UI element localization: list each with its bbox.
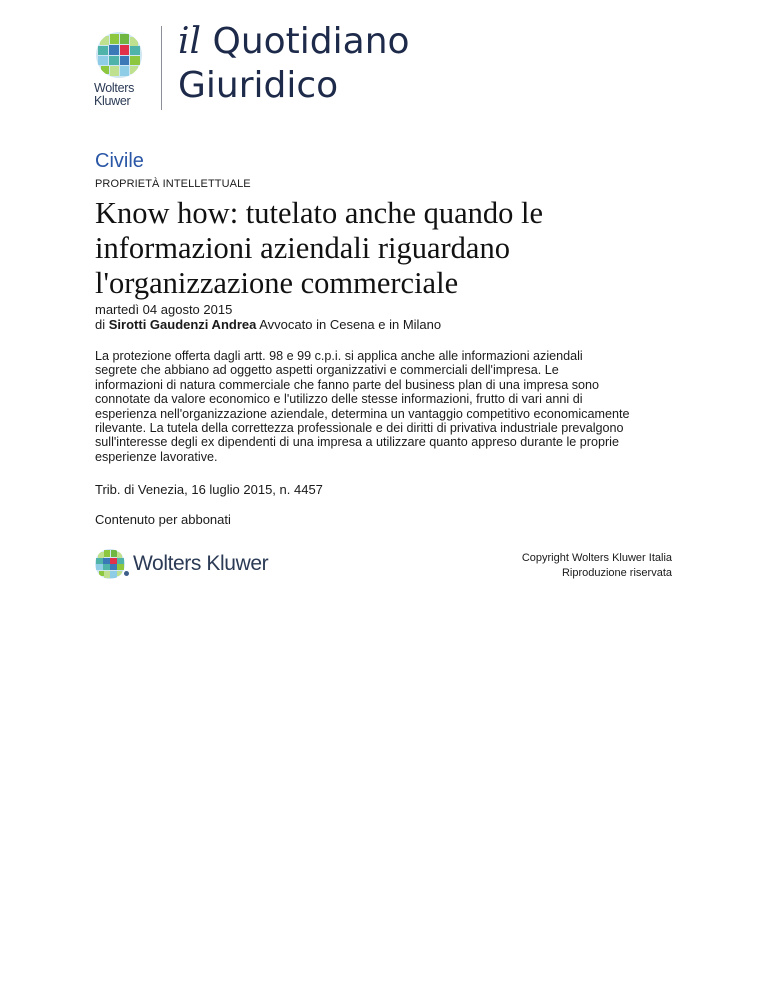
abstract-line: segrete che abbiano ad oggetto aspetti organizzativi e commerciali dell'impresa. Le [95,363,559,378]
copyright-notice [522,551,672,581]
article-abstract [95,349,680,464]
headline-line: Know how: tutelato anche quando le [95,196,544,230]
case-reference: Trib. di Venezia, 16 luglio 2015, n. 4457 [95,482,323,497]
wolters-kluwer-globe-icon [95,549,125,579]
abstract-line: connotate da valore economico e l'utilizzo delle stesse informazioni, frutto di vari anni di [95,392,583,407]
title-word: Giuridico [178,65,339,106]
logo-dot [124,571,129,576]
subscriber-note: Contenuto per abbonati [95,512,231,527]
logo-wordmark [94,82,134,108]
abstract-line: informazioni di natura commerciale che fanno parte del business plan di una impresa sono [95,377,600,392]
abstract-line: rilevante. La tutela della correttezza professionale e dei diritti di privativa industriale prevalgono [95,421,624,436]
byline-prefix: di [95,317,106,332]
abstract-line: La protezione offerta dagli artt. 98 e 99 c.p.i. si applica anche alle informazioni aziendali [95,349,583,363]
footer-logo-name: Wolters Kluwer [133,552,269,575]
section-label: Civile [95,150,144,172]
copyright-line: Copyright Wolters Kluwer Italia [521,552,672,564]
title-prefix: il [178,21,202,62]
logo-word: Kluwer [94,94,131,108]
article-headline [95,196,615,301]
masthead-divider [161,26,162,110]
abstract-line: esperienze lavorative. [95,449,218,464]
rights-line: Riproduzione riservata [561,567,672,579]
footer-logo [95,549,295,581]
category-label: PROPRIETÀ INTELLETTUALE [95,178,251,190]
publication-date: martedì 04 agosto 2015 [95,302,233,317]
author-name: Sirotti Gaudenzi Andrea [108,317,257,332]
headline-line: l'organizzazione commerciale [95,266,459,300]
headline-line: informazioni aziendali riguardano [95,231,510,265]
masthead [94,21,454,114]
abstract-line: sull'interesse degli ex dipendenti di una impresa a utilizzare quanto appreso durante le proprie [95,435,619,450]
author-role: Avvocato in Cesena e in Milano [259,317,442,332]
wolters-kluwer-globe-icon [96,32,142,78]
logo-word: Wolters [94,81,135,95]
publication-title [178,20,410,108]
title-word: Quotidiano [212,21,410,62]
abstract-line: esperienza nell'organizzazione aziendale, determina un vantaggio competitivo economicamente [95,406,630,421]
byline [95,317,441,332]
